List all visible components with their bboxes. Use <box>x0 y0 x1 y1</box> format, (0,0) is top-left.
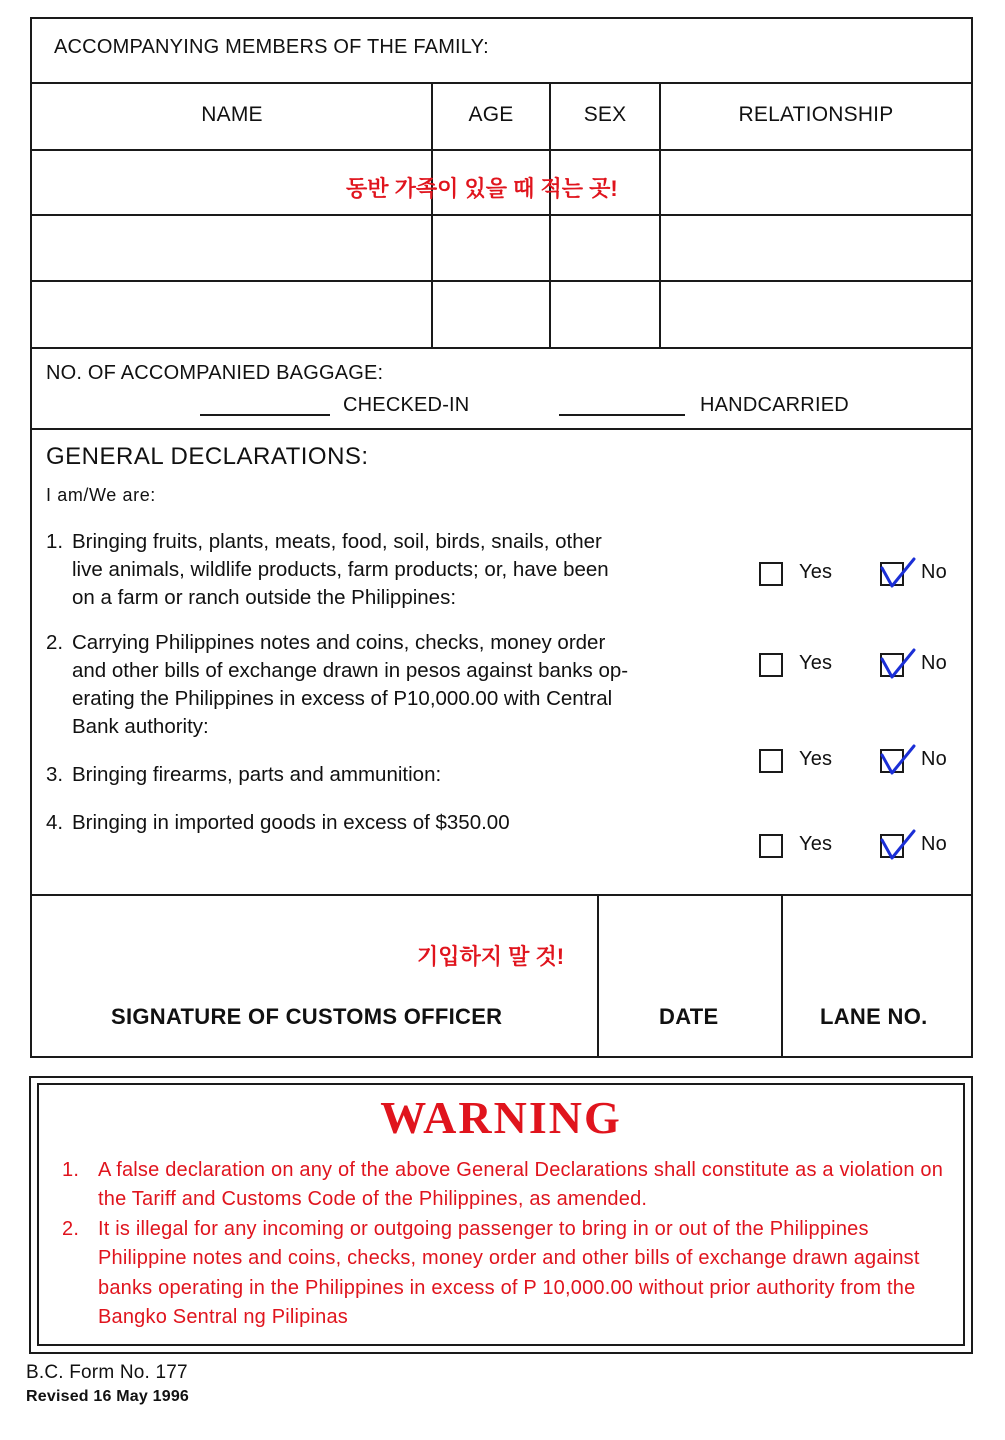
declaration-item-4-number: 4. <box>46 811 64 834</box>
family-note-korean: 동반 가족이 있을 때 적는 곳! <box>346 176 618 201</box>
item-4-no-checkmark-icon <box>878 828 918 862</box>
item-3-yes-label: Yes <box>799 748 833 770</box>
checked-in-label: CHECKED-IN <box>343 394 470 416</box>
form-number: B.C. Form No. 177 <box>26 1362 188 1383</box>
item-1-no-checkmark-icon <box>878 556 918 590</box>
declaration-item-1-line-1: Bringing fruits, plants, meats, food, soil, birds, snails, other <box>72 530 602 553</box>
customs-officer-signature-label: SIGNATURE OF CUSTOMS OFFICER <box>111 1004 503 1029</box>
item-2-yes-checkbox[interactable] <box>759 653 783 677</box>
date-label: DATE <box>659 1004 719 1029</box>
declaration-item-3-number: 3. <box>46 763 64 786</box>
revision-date: Revised 16 May 1996 <box>26 1388 190 1405</box>
item-2-yes-label: Yes <box>799 652 833 674</box>
declaration-item-2-line-3: erating the Philippines in excess of P10,000.00 with Central <box>72 687 613 710</box>
declaration-item-2-line-4: Bank authority: <box>72 715 209 738</box>
baggage-title: NO. OF ACCOMPANIED BAGGAGE: <box>46 362 384 384</box>
item-2-no-checkmark-icon <box>878 647 918 681</box>
item-3-yes-checkbox[interactable] <box>759 749 783 773</box>
item-4-no-label: No <box>921 833 947 855</box>
declaration-item-1-number: 1. <box>46 530 64 553</box>
item-1-yes-label: Yes <box>799 561 833 583</box>
declaration-item-2-line-2: and other bills of exchange drawn in pesos against banks op- <box>72 659 629 682</box>
warning-item-1-line-1: A false declaration on any of the above General Declarations shall constitute as a violation on <box>98 1159 944 1181</box>
handcarried-blank[interactable] <box>559 414 685 416</box>
warning-item-1-number: 1. <box>62 1159 80 1181</box>
warning-item-1-line-2: the Tariff and Customs Code of the Philippines, as amended. <box>98 1188 648 1210</box>
warning-item-2-number: 2. <box>62 1218 80 1240</box>
column-header-name: NAME <box>201 103 263 126</box>
item-4-yes-label: Yes <box>799 833 833 855</box>
declaration-item-1-line-3: on a farm or ranch outside the Philippines: <box>72 586 457 609</box>
warning-item-2-line-2: Philippine notes and coins, checks, money order and other bills of exchange drawn against <box>98 1247 920 1269</box>
item-3-no-label: No <box>921 748 947 770</box>
column-header-relationship: RELATIONSHIP <box>738 103 894 126</box>
declaration-item-3-line-1: Bringing firearms, parts and ammunition: <box>72 763 442 786</box>
declaration-item-2-number: 2. <box>46 631 64 654</box>
family-section-title: ACCOMPANYING MEMBERS OF THE FAMILY: <box>54 36 489 58</box>
item-4-yes-checkbox[interactable] <box>759 834 783 858</box>
declaration-item-4-line-1: Bringing in imported goods in excess of $350.00 <box>72 811 510 834</box>
column-header-sex: SEX <box>583 103 627 126</box>
lane-number-label: LANE NO. <box>820 1004 928 1029</box>
general-declarations-title: GENERAL DECLARATIONS: <box>46 443 369 470</box>
family-row-3[interactable] <box>32 282 971 346</box>
declaration-item-2-line-1: Carrying Philippines notes and coins, checks, money order <box>72 631 606 654</box>
family-row-2[interactable] <box>32 216 971 279</box>
item-2-no-label: No <box>921 652 947 674</box>
declaration-item-1-line-2: live animals, wildlife products, farm products; or, have been <box>72 558 609 581</box>
warning-item-2-line-4: Bangko Sentral ng Pilipinas <box>98 1306 348 1328</box>
warning-title: WARNING <box>380 1092 622 1143</box>
item-1-yes-checkbox[interactable] <box>759 562 783 586</box>
item-1-no-label: No <box>921 561 947 583</box>
declarations-intro: I am/We are: <box>46 485 156 505</box>
warning-item-2-line-1: It is illegal for any incoming or outgoing passenger to bring in or out of the Philippines <box>98 1218 869 1240</box>
officer-note-korean: 기입하지 말 것! <box>417 944 565 969</box>
checked-in-blank[interactable] <box>200 414 330 416</box>
item-3-no-checkmark-icon <box>878 743 918 777</box>
column-header-age: AGE <box>468 103 514 126</box>
handcarried-label: HANDCARRIED <box>700 394 849 416</box>
warning-item-2-line-3: banks operating in the Philippines in excess of P 10,000.00 without prior authority from the <box>98 1277 916 1299</box>
